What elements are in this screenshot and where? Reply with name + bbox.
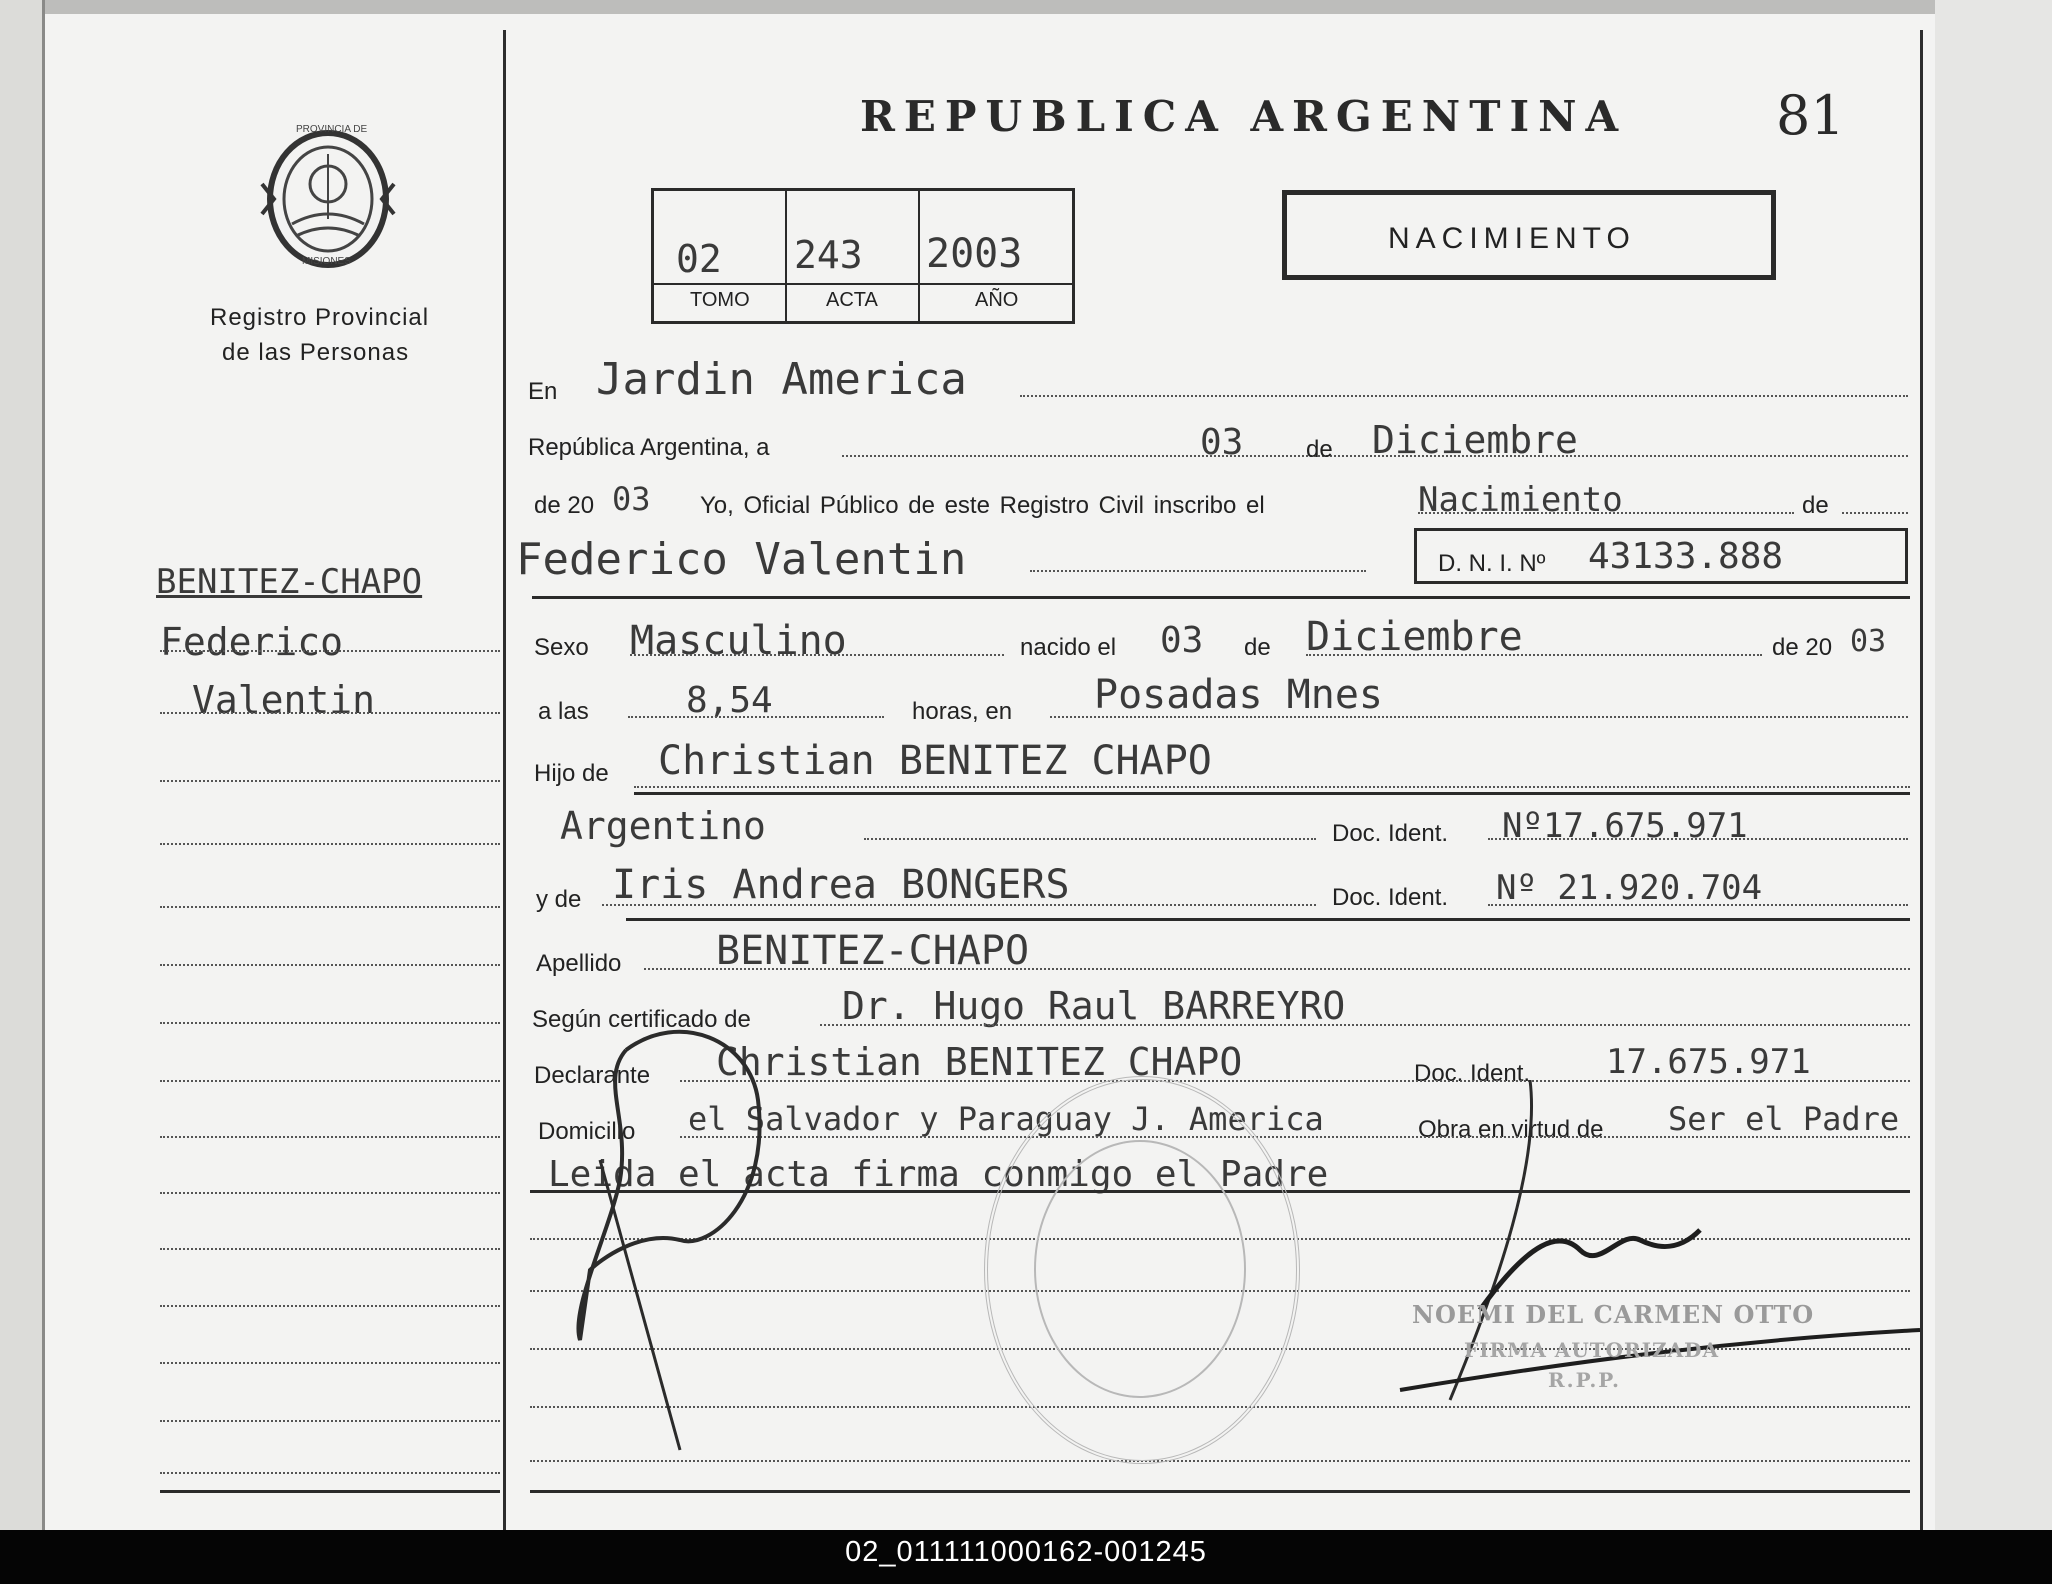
image-caption: 02_011111000162-001245 (845, 1536, 1207, 1568)
official-name-stamp: NOEMI DEL CARMEN OTTO (1412, 1300, 1815, 1329)
margin-surname: BENITEZ-CHAPO (156, 562, 423, 602)
en-line (1020, 395, 1908, 397)
official-title-stamp: FIRMA AUTORIZADA (1464, 1338, 1720, 1362)
horas-label: horas, en (912, 698, 1013, 725)
inscribo-line (1418, 512, 1794, 514)
book-binding (0, 0, 45, 1530)
inscribo-tail-line (1842, 512, 1908, 514)
acta-value: 243 (794, 233, 863, 277)
domicilio-label: Domicilio (538, 1118, 636, 1145)
en-value: Jardin America (596, 354, 967, 405)
registry-name-line1: Registro Provincial (210, 304, 430, 331)
apellido-line (644, 968, 1910, 970)
dni-label: D. N. I. Nº (1438, 550, 1546, 577)
birth-day: 03 (1160, 620, 1204, 661)
republica-label: República Argentina, a (528, 434, 770, 461)
page-right-margin (1935, 0, 2052, 1530)
acta-box (651, 188, 1075, 324)
page-number: 81 (1776, 84, 1845, 147)
apellido-label: Apellido (536, 950, 622, 977)
margin-second-name: Valentin (192, 678, 376, 722)
sexo-value: Masculino (630, 618, 847, 664)
declarant-signature-icon (560, 1010, 790, 1470)
mother-rule (626, 918, 1910, 921)
obra-value: Ser el Padre (1668, 1100, 1900, 1138)
year-prefix: de 20 (534, 492, 595, 519)
de-label-3: de (1244, 634, 1271, 661)
hour-value: 8,54 (686, 680, 773, 721)
seal-top-text: PROVINCIA DE (296, 124, 368, 135)
sexo-line (630, 654, 1004, 656)
de-label-2: de (1802, 492, 1829, 519)
nationality-line (864, 838, 1316, 840)
birth-year-prefix: de 20 (1772, 634, 1833, 661)
place-line (1050, 716, 1908, 718)
year-value: 03 (612, 480, 651, 518)
declarante-doc: 17.675.971 (1606, 1042, 1811, 1082)
dni-value: 43133.888 (1588, 536, 1784, 577)
birth-month: Diciembre (1306, 614, 1523, 660)
mother-doc: Nº 21.920.704 (1496, 868, 1763, 908)
margin-first-name: Federico (160, 620, 344, 664)
leida-value: Leida el acta firma conmigo el Padre (548, 1154, 1329, 1195)
ano-label: AÑO (975, 289, 1019, 311)
segun-value: Dr. Hugo Raul BARREYRO (842, 984, 1346, 1028)
person-name-line (1030, 570, 1366, 572)
apellido-value: BENITEZ-CHAPO (716, 928, 1030, 974)
mother-doc-line (1488, 904, 1908, 906)
seal-bottom-text: MISIONES (302, 256, 351, 267)
record-type-label: NACIMIENTO (1388, 222, 1636, 255)
father-doc: Nº17.675.971 (1502, 806, 1748, 846)
province-seal (256, 124, 400, 274)
obra-label: Obra en virtud de (1418, 1116, 1604, 1143)
day-value: 03 (1200, 422, 1244, 463)
hour-line (628, 716, 884, 718)
place-value: Posadas Mnes (1094, 672, 1383, 718)
ano-value: 2003 (926, 231, 1023, 277)
birth-year: 03 (1850, 624, 1887, 659)
y-de-label: y de (536, 886, 582, 913)
father-doc-line (1488, 838, 1908, 840)
segun-label: Según certificado de (532, 1006, 751, 1033)
inscribo-text: Yo, Oficial Público de este Registro Civil inscribo el (700, 492, 1265, 519)
declarante-value: Christian BENITEZ CHAPO (716, 1040, 1243, 1084)
official-org-stamp: R.P.P. (1548, 1368, 1621, 1392)
seal-emblem-icon (256, 124, 400, 274)
a-las-label: a las (538, 698, 589, 725)
father-nationality: Argentino (560, 804, 766, 848)
acta-label: ACTA (826, 289, 878, 311)
hijo-label: Hijo de (534, 760, 609, 787)
de-label: de (1306, 436, 1333, 463)
country-heading: REPUBLICA ARGENTINA (860, 92, 1628, 141)
doc-label-2: Doc. Ident. (1332, 884, 1449, 911)
father-value: Christian BENITEZ CHAPO (658, 738, 1212, 784)
page-top-edge (0, 0, 2052, 14)
declarante-label: Declarante (534, 1062, 651, 1089)
mother-line (602, 904, 1316, 906)
sexo-label: Sexo (534, 634, 589, 661)
month-value: Diciembre (1372, 418, 1578, 462)
registry-name-line2: de las Personas (222, 339, 410, 366)
doc-label-1: Doc. Ident. (1332, 820, 1449, 847)
domicilio-value: el Salvador y Paraguay J. America (688, 1100, 1324, 1138)
segun-line (820, 1024, 1910, 1026)
dni-rule (532, 596, 1910, 599)
tomo-label: TOMO (690, 289, 750, 311)
person-name: Federico Valentin (516, 534, 967, 585)
margin-divider-rule (503, 30, 506, 1530)
mother-value: Iris Andrea BONGERS (612, 862, 1070, 908)
tomo-value: 02 (676, 237, 722, 281)
father-line (634, 786, 1910, 788)
doc-label-3: Doc. Ident. (1414, 1060, 1531, 1087)
nacido-label: nacido el (1020, 634, 1117, 661)
inscribo-value: Nacimiento (1418, 480, 1623, 520)
official-stamp-inner (1034, 1140, 1246, 1398)
en-label: En (528, 378, 558, 405)
birth-month-line (1306, 654, 1762, 656)
father-rule (634, 792, 1910, 795)
